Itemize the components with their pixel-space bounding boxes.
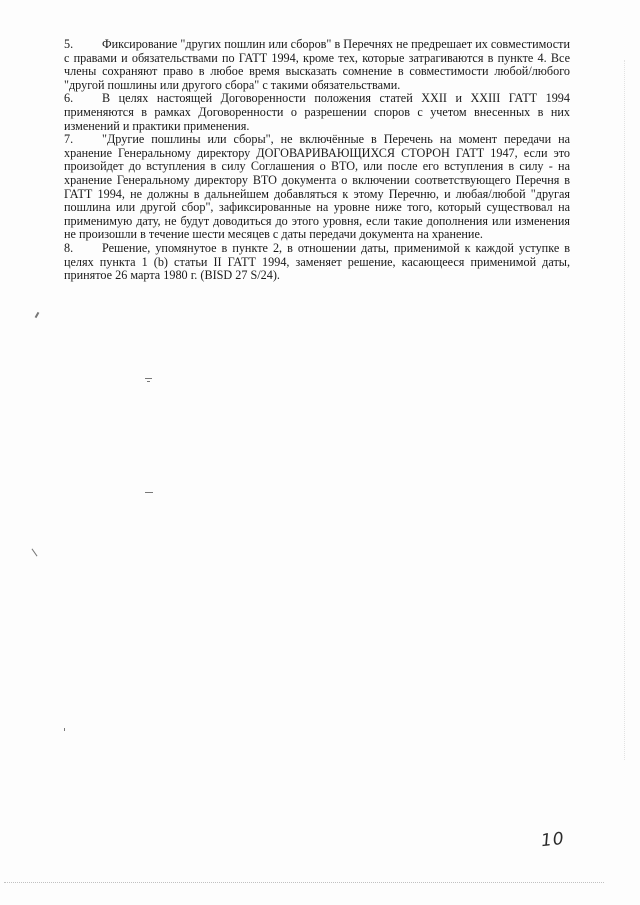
scan-speck — [145, 378, 152, 379]
scan-bottom-edge — [4, 882, 604, 883]
scan-right-edge — [624, 60, 625, 760]
paragraph-8 — [64, 242, 570, 283]
paragraph-number: 7. — [64, 132, 74, 147]
scan-speck — [32, 549, 38, 557]
paragraph-number: 8. — [64, 240, 74, 255]
handwritten-page-number: 10 — [540, 828, 566, 852]
paragraph-text: В целях настоящей Договоренности положения статей XXII и XXIII ГАТТ 1994 применяются в рамках Договоренности о разрешении споров с учетом внесенных в них изменений и практики применения. — [64, 91, 570, 133]
scan-speck — [145, 492, 153, 493]
paragraph-5 — [64, 38, 570, 92]
paragraph-number: 6. — [64, 91, 74, 106]
paragraph-6 — [64, 92, 570, 133]
scan-speck — [147, 381, 150, 382]
scan-speck — [64, 728, 65, 731]
paragraph-number: 5. — [64, 37, 74, 51]
paragraph-7 — [64, 133, 570, 242]
document-body — [64, 38, 570, 283]
paragraph-text: "Другие пошлины или сборы", не включённые в Перечень на момент передачи на хранение Генеральному директору ДОГОВАРИВАЮЩИХСЯ СТОРОН ГАТТ 1947, если это произойдет до вступления в силу Соглашения о ВТО, или после его вступления в силу - на хранение Генеральному директору ВТО документа о включении соответствующего Перечня в ГАТТ 1994, не должны в дальнейшем добавляться к этому Перечню, и любая/любой "другая пошлина или другой сбор", зафиксированные на уровне ниже того, который существовал на применимую дату, не будут доводиться до этого уровня, если такие дополнения или изменения не произошли в течение шести месяцев с даты передачи документа на хранение. — [64, 132, 570, 242]
paragraph-text: Фиксирование "других пошлин или сборов" в Перечнях не предрешает их совместимости с правами и обязательствами по ГАТТ 1994, кроме тех, которые затрагиваются в пункте 4. Все члены сохраняют право в любое время высказать сомнение в совместимости любой/любого "другой пошлины или другого сбора" с такими обязательствами. — [64, 37, 570, 92]
paragraph-text: Решение, упомянутое в пункте 2, в отношении даты, применимой к каждой уступке в целях пункта 1 (b) статьи II ГАТТ 1994, заменяет решение, касающееся применимой даты, принятое 26 марта 1980 г. (BISD 27 S/24). — [64, 240, 570, 283]
scan-speck — [35, 312, 40, 318]
